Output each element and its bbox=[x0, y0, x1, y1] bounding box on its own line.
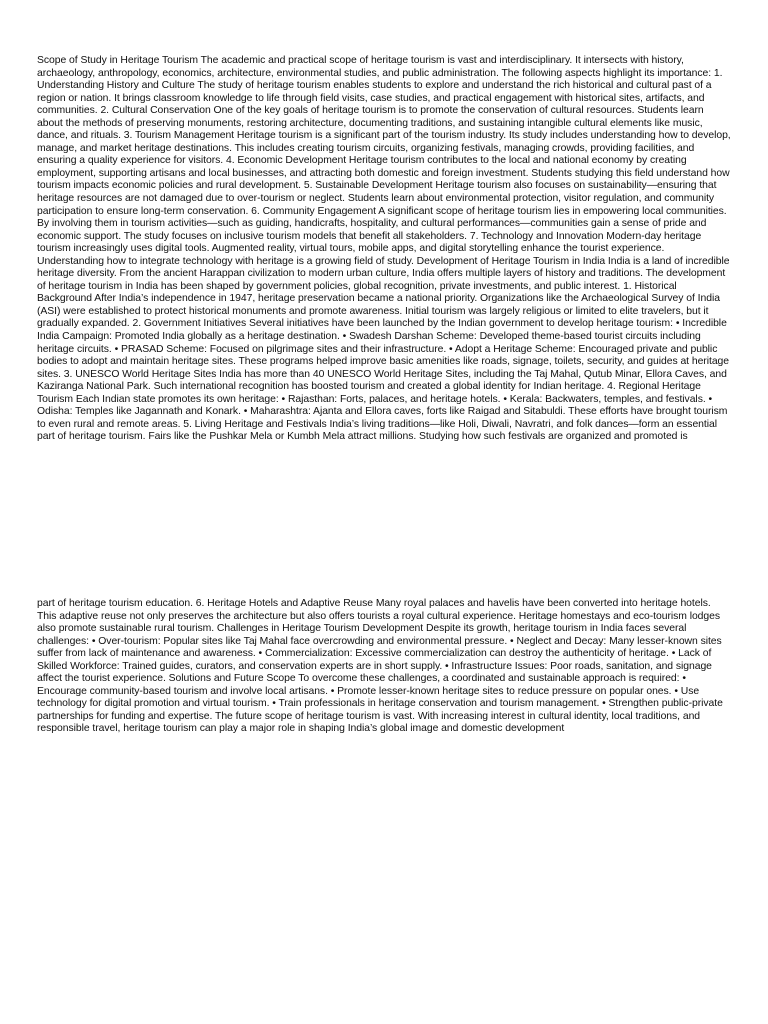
bottom-text-block: part of heritage tourism education. 6. Heritage Hotels and Adaptive Reuse Many royal palaces and havelis have been converted into heritage hotels. This adaptive reuse not only preserves the architecture but also offers tourists a royal cultural experience. Heritage homestays and eco-tourism lodges also promote sustainable rural tourism. Challenges in Heritage Tourism Development Despite its growth, heritage tourism in India faces several challenges: • Over-tourism: Popular sites like Taj Mahal face overcrowding and environmental pressure. • Neglect and Decay: Many lesser-known sites suffer from lack of maintenance and awareness. • Commercialization: Excessive commercialization can destroy the authenticity of heritage. • Lack of Skilled Workforce: Trained guides, curators, and conservation experts are in short supply. • Infrastructure Issues: Poor roads, sanitation, and signage affect the tourist experience. Solutions and Future Scope To overcome these challenges, a coordinated and sustainable approach is required: • Encourage community-based tourism and involve local artisans. • Promote lesser-known heritage sites to reduce pressure on popular ones. • Use technology for digital promotion and virtual tourism. • Train professionals in heritage conservation and tourism management. • Strengthen public-private partnerships for funding and expertise. The future scope of heritage tourism is vast. With increasing interest in cultural identity, local traditions, and responsible travel, heritage tourism can play a major role in shaping India’s global image and domestic development bbox=[37, 598, 723, 735]
top-text-block: Scope of Study in Heritage Tourism The academic and practical scope of heritage tourism is vast and interdisciplinary. It intersects with history, archaeology, anthropology, economics, architecture, environmental studies, and public administration. The following aspects highlight its importance: 1. Understanding History and Culture The study of heritage tourism enables students to explore and understand the rich historical and cultural past of a region or nation. It brings classroom knowledge to life through field visits, case studies, and practical engagement with historical sites, artifacts, and communities. 2. Cultural Conservation One of the key goals of heritage tourism is to promote the conservation of cultural resources. Students learn about the methods of preserving monuments, restoring architecture, documenting traditions, and sustaining intangible cultural elements like music, dance, and rituals. 3. Tourism Management Heritage tourism is a significant part of the tourism industry. Its study includes understanding how to develop, manage, and market heritage destinations. This includes creating tourism circuits, organizing festivals, managing crowds, providing facilities, and ensuring a quality experience for visitors. 4. Economic Development Heritage tourism contributes to the local and national economy by creating employment, supporting artisans and local businesses, and attracting both domestic and foreign investment. Students studying this field understand how tourism impacts economic policies and rural development. 5. Sustainable Development Heritage tourism also focuses on sustainability—ensuring that heritage resources are not damaged due to over-tourism or neglect. Students learn about environmental protection, visitor regulation, and community participation to ensure long-term conservation. 6. Community Engagement A significant scope of heritage tourism lies in empowering local communities. By involving them in tourism activities—such as guiding, handicrafts, hospitality, and cultural performances—communities gain a sense of pride and economic support. The study focuses on inclusive tourism models that benefit all stakeholders. 7. Technology and Innovation Modern-day heritage tourism increasingly uses digital tools. Augmented reality, virtual tours, mobile apps, and digital storytelling enhance the tourist experience. Understanding how to integrate technology with heritage is a growing field of study. Development of Heritage Tourism in India India is a land of incredible heritage diversity. From the ancient Harappan civilization to modern urban culture, India offers multiple layers of history and traditions. The development of heritage tourism in India has been shaped by government policies, global recognition, private investments, and public interest. 1. Historical Background After India’s independence in 1947, heritage preservation became a national priority. Organizations like the Archaeological Survey of India (ASI) were established to protect historical monuments and promote awareness. Initial tourism was largely religious or limited to elite travelers, but it gradually expanded. 2. Government Initiatives Several initiatives have been launched by the Indian government to develop heritage tourism: • Incredible India Campaign: Promoted India globally as a heritage destination. • Swadesh Darshan Scheme: Developed theme-based tourist circuits including heritage circuits. • PRASAD Scheme: Focused on pilgrimage sites and their infrastructure. • Adopt a Heritage Scheme: Encouraged private and public bodies to adopt and maintain heritage sites. These programs helped improve basic amenities like roads, signage, toilets, security, and guides at heritage sites. 3. UNESCO World Heritage Sites India has more than 40 UNESCO World Heritage Sites, including the Taj Mahal, Qutub Minar, Ellora Caves, and Kaziranga National Park. Such international recognition has boosted tourism and created a global identity for Indian heritage. 4. Regional Heritage Tourism Each Indian state promotes its own heritage: • Rajasthan: Forts, palaces, and heritage hotels. • Kerala: Backwaters, temples, and festivals. • Odisha: Temples like Jagannath and Konark. • Maharashtra: Ajanta and Ellora caves, forts like Raigad and Sitabuldi. These efforts have brought tourism to even rural and remote areas. 5. Living Heritage and Festivals India’s living traditions—like Holi, Diwali, Navratri, and folk dances—form an essential part of heritage tourism. Fairs like the Pushkar Mela or Kumbh Mela attract millions. Studying how such festivals are organized and promoted is bbox=[37, 55, 731, 443]
